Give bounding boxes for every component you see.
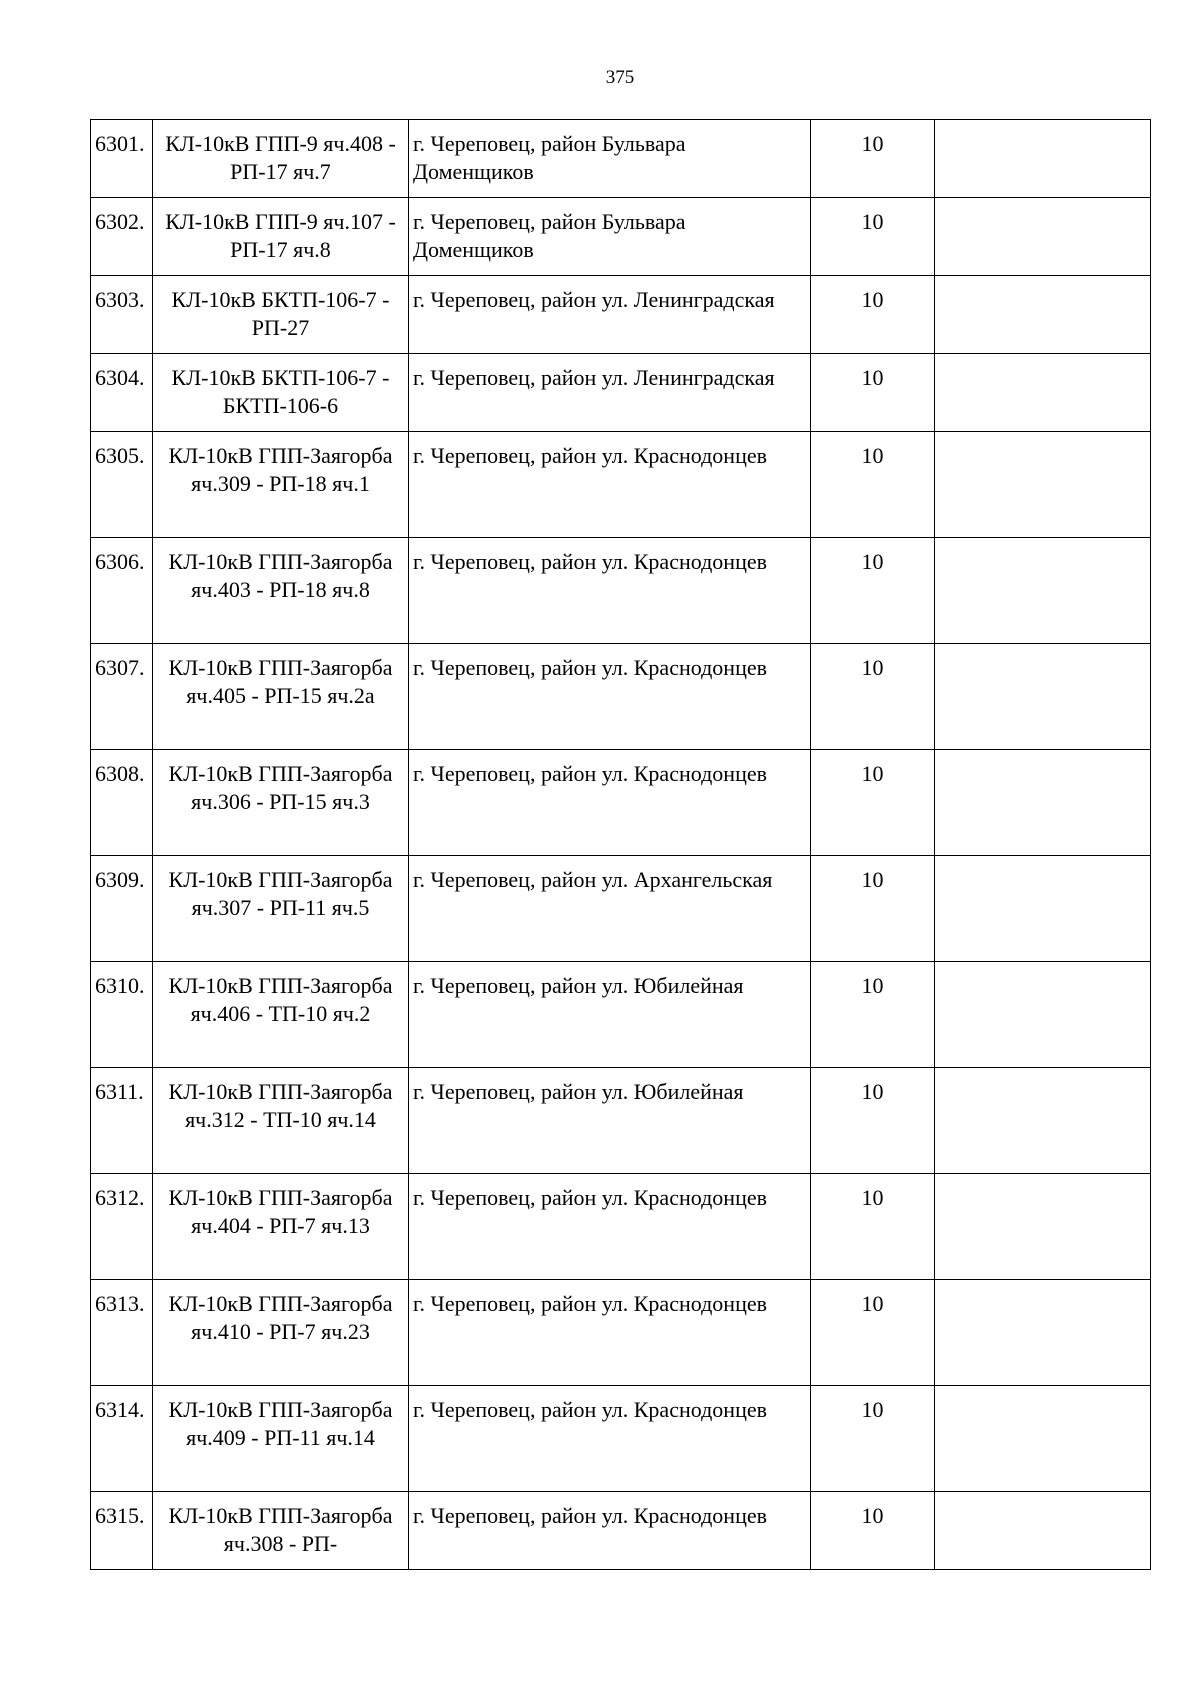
extra-cell: [935, 1280, 1151, 1386]
extra-cell: [935, 1492, 1151, 1570]
line-address: г. Череповец, район Бульвара Доменщиков: [409, 198, 811, 276]
extra-cell: [935, 432, 1151, 538]
line-address: г. Череповец, район ул. Юбилейная: [409, 1068, 811, 1174]
row-number: 6315.: [91, 1492, 153, 1570]
line-name: КЛ-10кВ БКТП-106-7 - БКТП-106-6: [153, 354, 409, 432]
row-number: 6303.: [91, 276, 153, 354]
extra-cell: [935, 1174, 1151, 1280]
extra-cell: [935, 750, 1151, 856]
row-number: 6309.: [91, 856, 153, 962]
extra-cell: [935, 644, 1151, 750]
line-address: г. Череповец, район ул. Юбилейная: [409, 962, 811, 1068]
line-name: КЛ-10кВ ГПП-9 яч.107 - РП-17 яч.8: [153, 198, 409, 276]
voltage-value: 10: [811, 1174, 935, 1280]
row-number: 6302.: [91, 198, 153, 276]
table-row: [91, 1174, 1151, 1280]
table-row: [91, 1492, 1151, 1570]
line-name: КЛ-10кВ ГПП-Заягорба яч.403 - РП-18 яч.8: [153, 538, 409, 644]
extra-cell: [935, 120, 1151, 198]
line-address: г. Череповец, район ул. Краснодонцев: [409, 644, 811, 750]
row-number: 6312.: [91, 1174, 153, 1280]
line-address: г. Череповец, район ул. Краснодонцев: [409, 1492, 811, 1570]
table-row: [91, 1280, 1151, 1386]
voltage-value: 10: [811, 276, 935, 354]
table-row: [91, 354, 1151, 432]
line-name: КЛ-10кВ ГПП-Заягорба яч.406 - ТП-10 яч.2: [153, 962, 409, 1068]
cable-lines-table: [90, 119, 1151, 1570]
line-name: КЛ-10кВ ГПП-Заягорба яч.306 - РП-15 яч.3: [153, 750, 409, 856]
line-address: г. Череповец, район ул. Краснодонцев: [409, 1386, 811, 1492]
row-number: 6310.: [91, 962, 153, 1068]
voltage-value: 10: [811, 962, 935, 1068]
extra-cell: [935, 538, 1151, 644]
line-address: г. Череповец, район ул. Краснодонцев: [409, 432, 811, 538]
line-name: КЛ-10кВ ГПП-Заягорба яч.307 - РП-11 яч.5: [153, 856, 409, 962]
line-name: КЛ-10кВ ГПП-Заягорба яч.308 - РП-: [153, 1492, 409, 1570]
extra-cell: [935, 856, 1151, 962]
line-name: КЛ-10кВ БКТП-106-7 - РП-27: [153, 276, 409, 354]
row-number: 6314.: [91, 1386, 153, 1492]
extra-cell: [935, 198, 1151, 276]
table-row: [91, 1068, 1151, 1174]
line-name: КЛ-10кВ ГПП-Заягорба яч.309 - РП-18 яч.1: [153, 432, 409, 538]
line-name: КЛ-10кВ ГПП-Заягорба яч.409 - РП-11 яч.14: [153, 1386, 409, 1492]
line-address: г. Череповец, район Бульвара Доменщиков: [409, 120, 811, 198]
row-number: 6308.: [91, 750, 153, 856]
table-row: [91, 1386, 1151, 1492]
voltage-value: 10: [811, 750, 935, 856]
row-number: 6301.: [91, 120, 153, 198]
row-number: 6304.: [91, 354, 153, 432]
voltage-value: 10: [811, 354, 935, 432]
line-address: г. Череповец, район ул. Ленинградская: [409, 354, 811, 432]
table-row: [91, 856, 1151, 962]
row-number: 6305.: [91, 432, 153, 538]
voltage-value: 10: [811, 538, 935, 644]
voltage-value: 10: [811, 198, 935, 276]
voltage-value: 10: [811, 856, 935, 962]
line-name: КЛ-10кВ ГПП-Заягорба яч.312 - ТП-10 яч.14: [153, 1068, 409, 1174]
table-row: [91, 538, 1151, 644]
line-address: г. Череповец, район ул. Ленинградская: [409, 276, 811, 354]
row-number: 6313.: [91, 1280, 153, 1386]
voltage-value: 10: [811, 644, 935, 750]
extra-cell: [935, 354, 1151, 432]
row-number: 6311.: [91, 1068, 153, 1174]
line-name: КЛ-10кВ ГПП-Заягорба яч.405 - РП-15 яч.2а: [153, 644, 409, 750]
line-address: г. Череповец, район ул. Краснодонцев: [409, 1174, 811, 1280]
line-address: г. Череповец, район ул. Краснодонцев: [409, 1280, 811, 1386]
row-number: 6306.: [91, 538, 153, 644]
voltage-value: 10: [811, 1280, 935, 1386]
line-address: г. Череповец, район ул. Архангельская: [409, 856, 811, 962]
extra-cell: [935, 276, 1151, 354]
line-name: КЛ-10кВ ГПП-9 яч.408 - РП-17 яч.7: [153, 120, 409, 198]
row-number: 6307.: [91, 644, 153, 750]
line-name: КЛ-10кВ ГПП-Заягорба яч.404 - РП-7 яч.13: [153, 1174, 409, 1280]
extra-cell: [935, 1386, 1151, 1492]
table-row: [91, 276, 1151, 354]
voltage-value: 10: [811, 1492, 935, 1570]
table-row: [91, 962, 1151, 1068]
table-row: [91, 198, 1151, 276]
line-name: КЛ-10кВ ГПП-Заягорба яч.410 - РП-7 яч.23: [153, 1280, 409, 1386]
voltage-value: 10: [811, 1068, 935, 1174]
table-row: [91, 120, 1151, 198]
voltage-value: 10: [811, 120, 935, 198]
extra-cell: [935, 1068, 1151, 1174]
line-address: г. Череповец, район ул. Краснодонцев: [409, 750, 811, 856]
extra-cell: [935, 962, 1151, 1068]
voltage-value: 10: [811, 1386, 935, 1492]
table-row: [91, 432, 1151, 538]
page-number: 375: [605, 67, 635, 88]
voltage-value: 10: [811, 432, 935, 538]
table-row: [91, 750, 1151, 856]
line-address: г. Череповец, район ул. Краснодонцев: [409, 538, 811, 644]
table-row: [91, 644, 1151, 750]
